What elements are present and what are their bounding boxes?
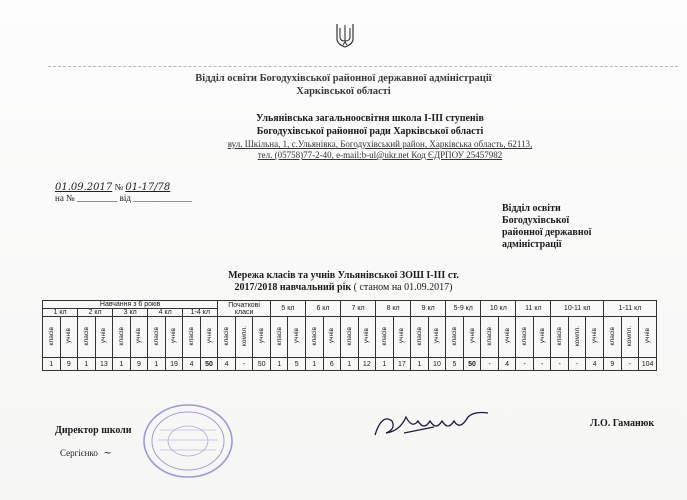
grade-header: 1-11 кл: [604, 301, 657, 317]
addressee: Відділ освіти Богодухівської районної державної адміністрації: [502, 203, 592, 250]
column-subheader: класів: [604, 317, 622, 358]
table-cell: 4: [586, 358, 604, 371]
director-label: Директор школи: [55, 425, 132, 436]
column-subheader: учнів: [95, 317, 113, 358]
column-subheader: компл.: [621, 317, 639, 358]
column-subheader: учнів: [60, 317, 78, 358]
director-name: Л.О. Гаманюк: [590, 418, 655, 429]
column-subheader: класів: [446, 317, 464, 358]
column-subheader: класів: [305, 317, 323, 358]
table-cell: 1: [341, 358, 359, 371]
column-subheader: класів: [113, 317, 131, 358]
table-cell: 5: [446, 358, 464, 371]
table-cell: -: [568, 358, 586, 371]
table-cell: 1: [43, 358, 61, 371]
number-sign: №: [114, 182, 124, 192]
table-cell: 4: [183, 358, 201, 371]
table-subheader-row: [43, 317, 657, 358]
column-subheader: класів: [341, 317, 359, 358]
column-subheader: класів: [411, 317, 429, 358]
column-subheader: учнів: [200, 317, 218, 358]
column-subheader: компл.: [235, 317, 253, 358]
registration-line: 01.09.2017 № 01-17/78 на № _________ від _____________: [55, 182, 192, 203]
table-cell: 9: [604, 358, 622, 371]
grade-header: 10-11 кл: [551, 301, 604, 317]
table-cell: 5: [288, 358, 306, 371]
column-subheader: учнів: [463, 317, 481, 358]
director-signature: [370, 403, 500, 443]
school-header: Ульянівська загальноосвітня школа І-ІІІ ступенів Богодухівської районної ради Харківської області: [256, 113, 484, 137]
column-subheader: класів: [481, 317, 499, 358]
table-cell: 9: [130, 358, 148, 371]
table-cell: 17: [393, 358, 411, 371]
column-subheader: учнів: [323, 317, 341, 358]
table-cell: 1: [78, 358, 96, 371]
column-subheader: класів: [376, 317, 394, 358]
table-group-row: [43, 301, 657, 309]
column-subheader: класів: [516, 317, 534, 358]
official-seal-stamp: [140, 402, 236, 480]
column-subheader: учнів: [586, 317, 604, 358]
grade-header: 9 кл: [411, 301, 446, 317]
table-values-row: [43, 358, 657, 371]
table-cell: 13: [95, 358, 113, 371]
table-cell: 9: [60, 358, 78, 371]
table-cell: 50: [253, 358, 271, 371]
executor-initials: ~: [100, 448, 112, 459]
grade-header: 11 кл: [516, 301, 551, 317]
column-subheader: учнів: [130, 317, 148, 358]
table-cell: -: [235, 358, 253, 371]
from-label: від: [119, 193, 131, 203]
column-subheader: учнів: [253, 317, 271, 358]
handwritten-number: 01-17/78: [125, 182, 171, 193]
column-subheader: класів: [78, 317, 96, 358]
table-subgroup-row: 1 кл 2 кл 3 кл 4 кл 1-4 кл: [43, 309, 657, 317]
column-subheader: класів: [218, 317, 236, 358]
table-cell: 10: [428, 358, 446, 371]
on-number-label: на №: [55, 193, 75, 203]
column-subheader: класів: [270, 317, 288, 358]
table-cell: 50: [463, 358, 481, 371]
column-subheader: класів: [43, 317, 61, 358]
column-subheader: учнів: [533, 317, 551, 358]
column-subheader: класів: [183, 317, 201, 358]
column-subheader: учнів: [498, 317, 516, 358]
grade-header: 6 кл: [305, 301, 340, 317]
table-cell: 1: [376, 358, 394, 371]
school-contacts: вул. Шкільна, 1, с.Ульянівка, Богодухівський район, Харківська область, 62113, тел. (05758)77-2-40, e-mail:b-ul@ukr.net Код ЄДРПОУ 25457982: [227, 139, 533, 160]
table-cell: -: [621, 358, 639, 371]
table-cell: -: [533, 358, 551, 371]
column-subheader: учнів: [428, 317, 446, 358]
document-title: Мережа класів та учнів Ульянівської ЗОШ І-ІІІ ст. 2017/2018 навчальний рік ( станом на 01.09.2017): [228, 270, 459, 293]
table-cell: 4: [218, 358, 236, 371]
grade-header: 7 кл: [341, 301, 376, 317]
column-subheader: учнів: [358, 317, 376, 358]
executor-name: Сергієнко: [60, 448, 98, 458]
table-cell: -: [516, 358, 534, 371]
table-cell: 19: [165, 358, 183, 371]
table-cell: 1: [270, 358, 288, 371]
column-subheader: учнів: [288, 317, 306, 358]
column-subheader: класів: [148, 317, 166, 358]
header-rule: [48, 66, 678, 67]
column-subheader: учнів: [165, 317, 183, 358]
table-cell: 1: [113, 358, 131, 371]
table-cell: 50: [200, 358, 218, 371]
grade-header: 5 кл: [270, 301, 305, 317]
grade-header: 5-9 кл: [446, 301, 481, 317]
table-cell: 4: [498, 358, 516, 371]
class-network-table: [42, 300, 657, 371]
grade-header: 10 кл: [481, 301, 516, 317]
grade-header: 8 кл: [376, 301, 411, 317]
group-header-initial: Початкові класи: [218, 301, 271, 317]
table-cell: 1: [411, 358, 429, 371]
column-subheader: учнів: [393, 317, 411, 358]
table-cell: 6: [323, 358, 341, 371]
column-subheader: класів: [551, 317, 569, 358]
table-cell: -: [481, 358, 499, 371]
group-header-primary: Навчання з 6 років: [43, 301, 218, 309]
handwritten-date: 01.09.2017: [55, 182, 113, 193]
department-header: Відділ освіти Богодухівської районної державної адміністрації Харківської області: [195, 73, 492, 97]
table-cell: 1: [305, 358, 323, 371]
coat-of-arms-icon: [336, 22, 354, 48]
table-cell: -: [551, 358, 569, 371]
table-cell: 1: [148, 358, 166, 371]
table-cell: 12: [358, 358, 376, 371]
executor-line: [60, 448, 112, 459]
column-subheader: учнів: [639, 317, 657, 358]
column-subheader: компл.: [568, 317, 586, 358]
table-cell: 104: [639, 358, 657, 371]
